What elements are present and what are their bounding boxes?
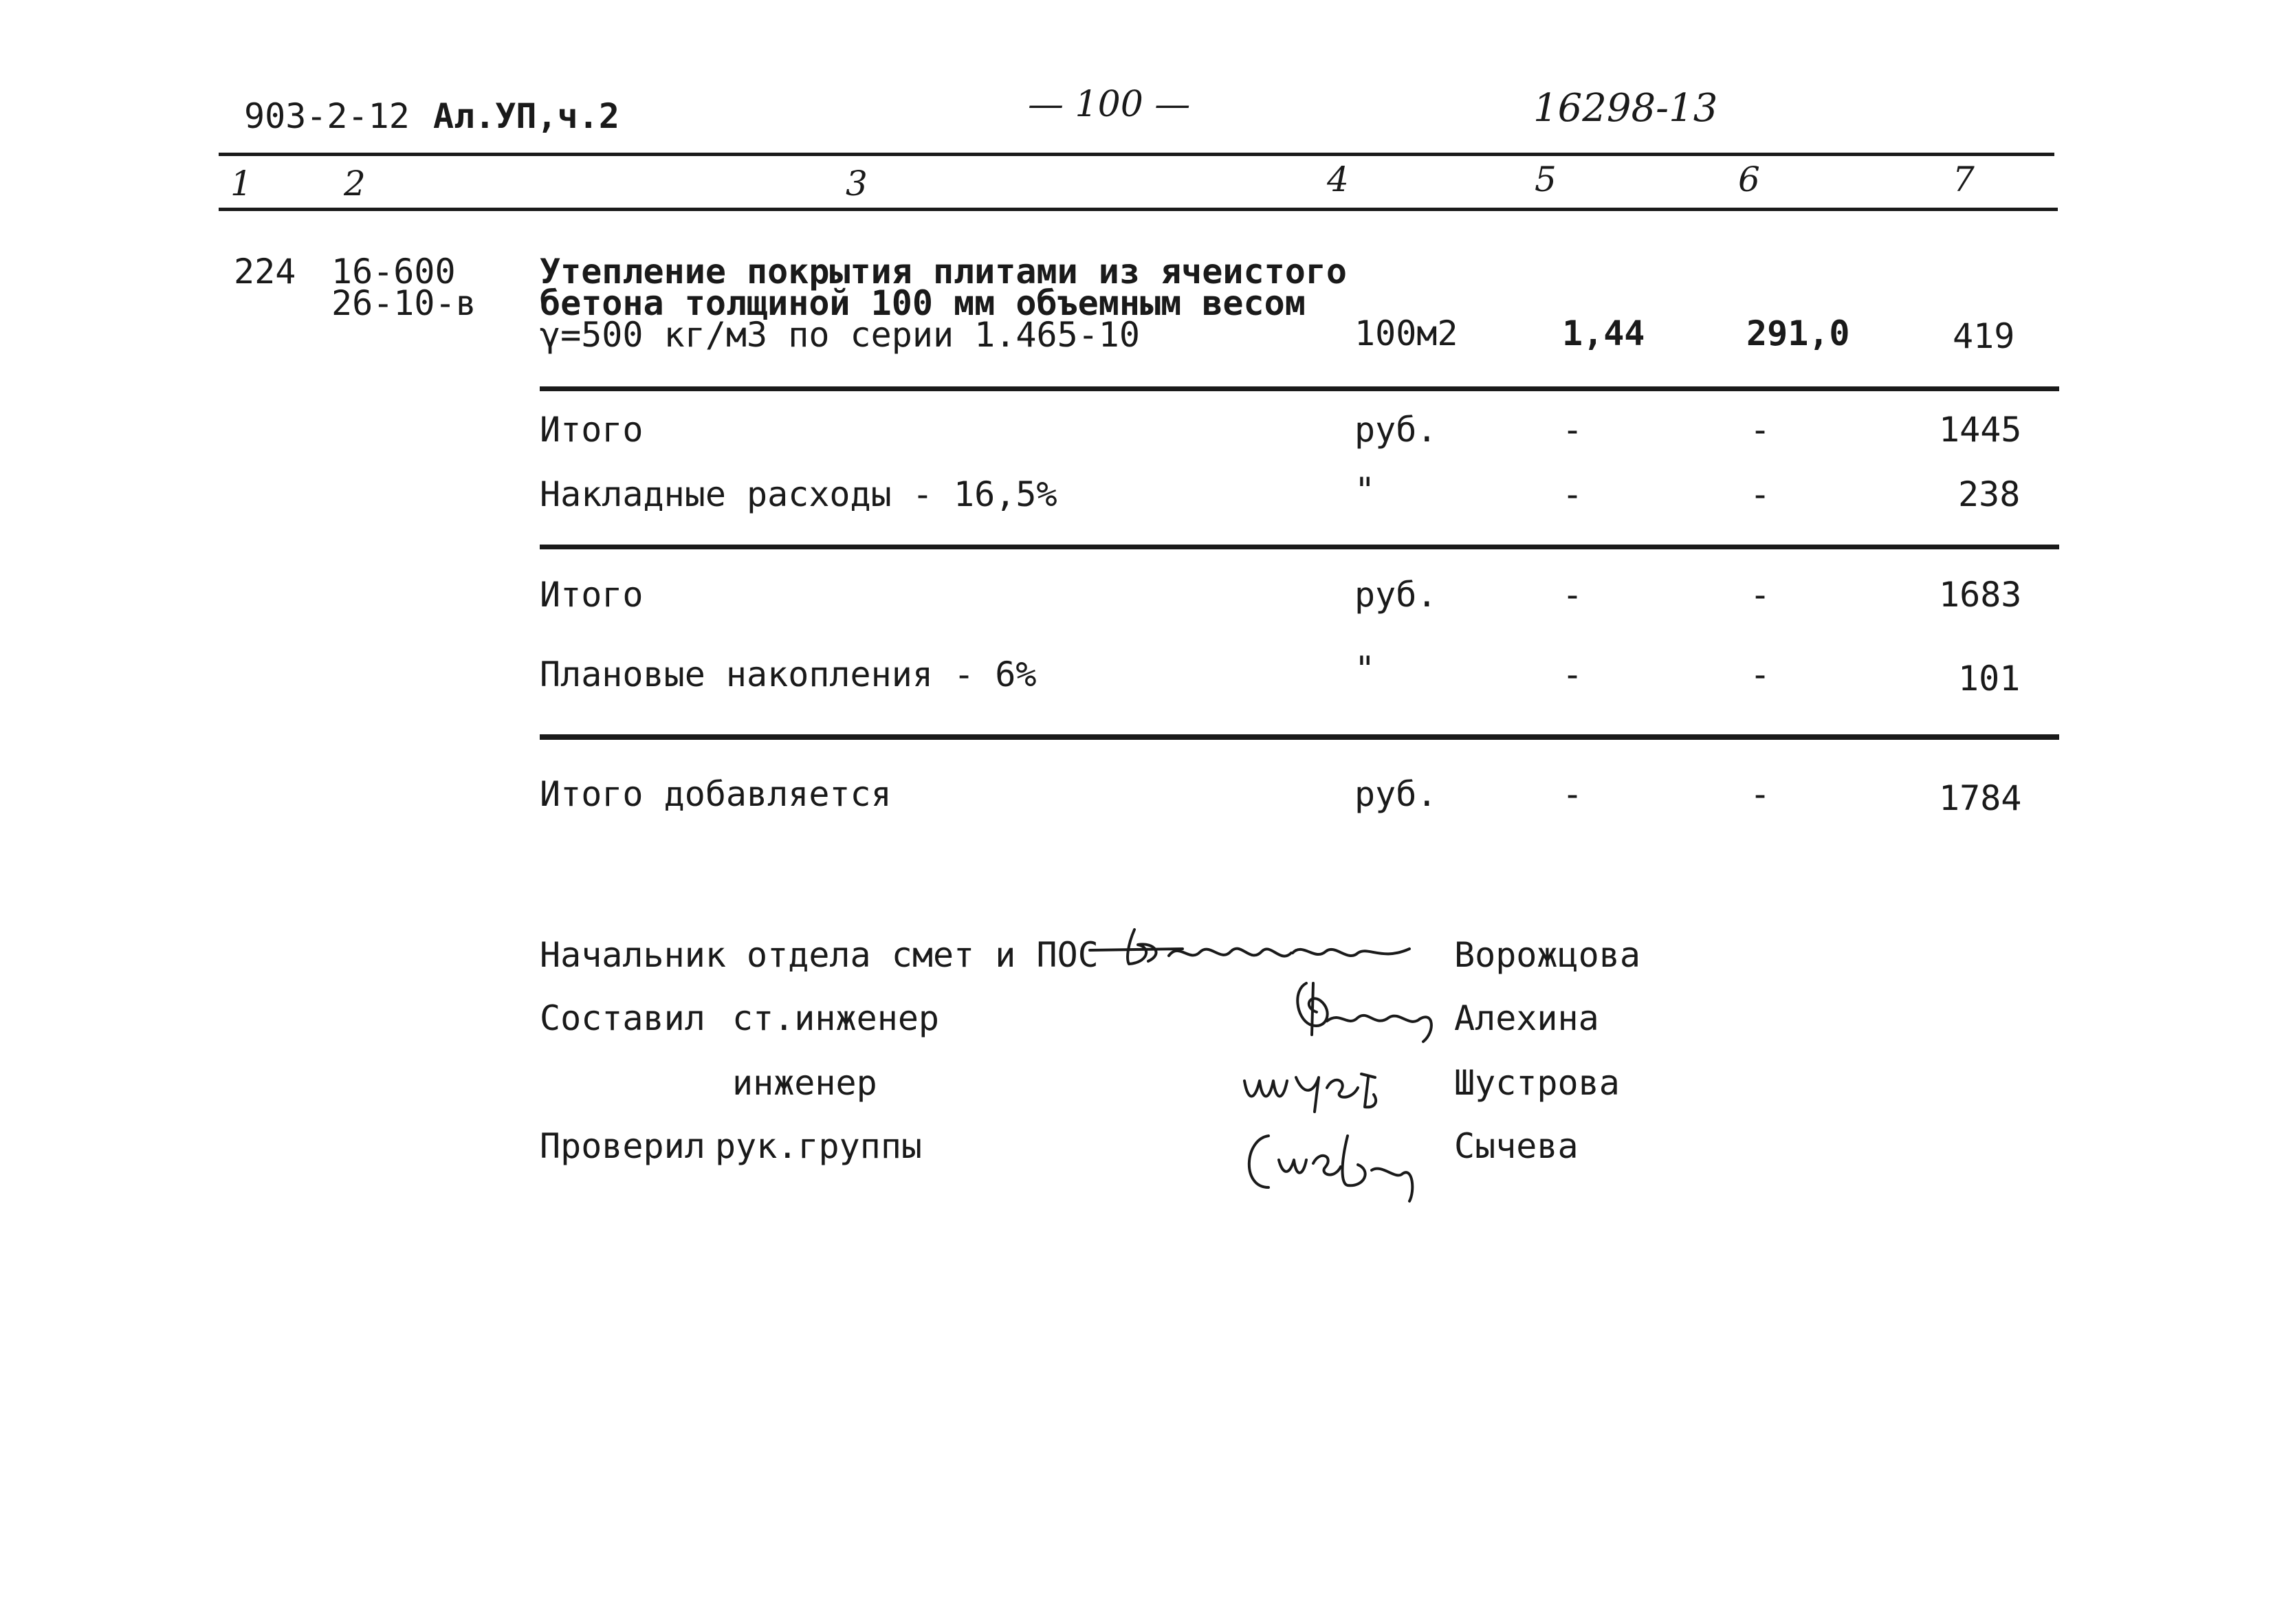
summary-col6: - xyxy=(1750,575,1771,615)
summary-label: Накладные расходы - 16,5% xyxy=(540,474,1057,514)
row-separator-2 xyxy=(540,545,2059,549)
item-total: 419 xyxy=(1953,316,2015,356)
signatory-name: Шустрова xyxy=(1454,1063,1620,1103)
item-quantity: 1,44 xyxy=(1562,314,1645,353)
handwritten-signature-4 xyxy=(1238,1122,1423,1205)
column-number-7: 7 xyxy=(1953,160,1975,199)
summary-col6: - xyxy=(1750,410,1771,450)
item-code-1: 16-600 xyxy=(331,252,456,292)
album-reference: Ал.УП,ч.2 xyxy=(433,96,619,136)
signature-role: Составил xyxy=(540,998,705,1038)
signatory-name: Ворожцова xyxy=(1454,935,1640,975)
column-number-1: 1 xyxy=(230,164,252,204)
item-number: 224 xyxy=(234,252,296,292)
item-code-2: 26-10-в xyxy=(331,283,476,323)
summary-col6: - xyxy=(1750,774,1771,814)
summary-unit: руб. xyxy=(1354,575,1438,615)
handwritten-signature-1 xyxy=(1086,921,1416,976)
summary-col5: - xyxy=(1562,655,1583,694)
column-number-4: 4 xyxy=(1327,160,1349,199)
row-separator-1 xyxy=(540,386,2059,391)
summary-total: 101 xyxy=(1958,659,2021,699)
signature-position: рук.группы xyxy=(715,1126,923,1166)
page-number: — 100 — xyxy=(1028,84,1191,125)
summary-total: 1445 xyxy=(1939,410,2022,450)
summary-label: Итого добавляется xyxy=(540,774,892,814)
document-code: 903-2-12 xyxy=(244,96,410,136)
signature-position: ст.инженер xyxy=(732,998,940,1038)
item-unit: 100м2 xyxy=(1354,314,1458,353)
signature-position: инженер xyxy=(732,1063,877,1103)
summary-label: Итого xyxy=(540,410,644,450)
handwritten-signature-3 xyxy=(1238,1053,1389,1115)
header-bottom-rule xyxy=(219,208,2058,211)
summary-col5: - xyxy=(1562,575,1583,615)
summary-col6: - xyxy=(1750,655,1771,694)
row-separator-3 xyxy=(540,734,2059,740)
summary-label: Плановые накопления - 6% xyxy=(540,655,1037,694)
item-description-line-2: бетона толщиной 100 мм объемным весом xyxy=(540,283,1306,323)
summary-col5: - xyxy=(1562,410,1583,450)
summary-col6: - xyxy=(1750,474,1771,514)
header-top-rule xyxy=(219,153,2054,156)
item-description-line-3: γ=500 кг/м3 по серии 1.465-10 xyxy=(540,315,1140,355)
summary-total: 1784 xyxy=(1939,778,2022,818)
signatory-name: Сычева xyxy=(1454,1126,1579,1166)
summary-unit: " xyxy=(1354,649,1376,689)
item-unit-price: 291,0 xyxy=(1746,314,1850,353)
summary-unit: руб. xyxy=(1354,410,1438,450)
column-number-2: 2 xyxy=(344,164,366,204)
summary-col5: - xyxy=(1562,474,1583,514)
summary-unit: руб. xyxy=(1354,774,1438,814)
summary-total: 238 xyxy=(1958,474,2021,514)
column-number-5: 5 xyxy=(1535,160,1557,199)
summary-total: 1683 xyxy=(1939,575,2022,615)
handwritten-signature-2 xyxy=(1279,969,1444,1045)
signatory-name: Алехина xyxy=(1454,998,1599,1038)
registry-number: 16298-13 xyxy=(1533,86,1718,131)
signature-role: Проверил xyxy=(540,1126,705,1166)
signature-role: Начальник отдела смет и ПОС xyxy=(540,935,1099,975)
summary-label: Итого xyxy=(540,575,644,615)
item-description-line-1: Утепление покрытия плитами из ячеистого xyxy=(540,252,1347,292)
column-number-3: 3 xyxy=(846,164,868,204)
column-number-6: 6 xyxy=(1738,160,1760,199)
summary-col5: - xyxy=(1562,774,1583,814)
summary-unit: " xyxy=(1354,470,1376,510)
